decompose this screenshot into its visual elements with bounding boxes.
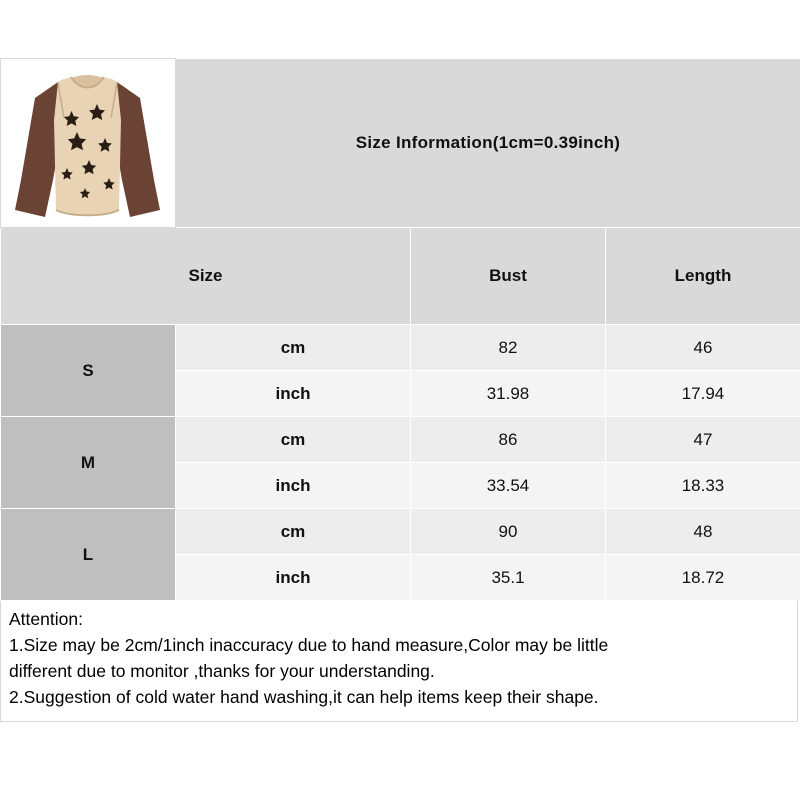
unit-cell: cm <box>176 325 411 371</box>
header-bust: Bust <box>411 228 606 325</box>
length-value: 46 <box>606 325 800 371</box>
banner-row <box>1 59 800 228</box>
bust-value: 82 <box>411 325 606 371</box>
attention-block <box>0 601 798 722</box>
unit-cell: inch <box>176 463 411 509</box>
garment-illustration <box>1 60 174 226</box>
product-image-cell <box>1 59 176 228</box>
length-value: 18.33 <box>606 463 800 509</box>
bust-value: 90 <box>411 509 606 555</box>
unit-cell: inch <box>176 371 411 417</box>
table-row <box>1 509 800 555</box>
attention-line-2: different due to monitor ,thanks for your understanding. <box>9 660 435 681</box>
size-label-m: M <box>1 417 176 509</box>
attention-line-3: 2.Suggestion of cold water hand washing,it can help items keep their shape. <box>9 686 599 707</box>
bust-value: 86 <box>411 417 606 463</box>
chart-title: Size Information(1cm=0.39inch) <box>176 59 800 228</box>
header-size: Size <box>1 228 411 325</box>
bust-value: 35.1 <box>411 555 606 601</box>
size-label-s: S <box>1 325 176 417</box>
length-value: 47 <box>606 417 800 463</box>
unit-cell: cm <box>176 417 411 463</box>
unit-cell: cm <box>176 509 411 555</box>
header-length: Length <box>606 228 800 325</box>
header-row <box>1 228 800 325</box>
bust-value: 31.98 <box>411 371 606 417</box>
length-value: 17.94 <box>606 371 800 417</box>
table-row <box>1 417 800 463</box>
unit-cell: inch <box>176 555 411 601</box>
size-chart-sheet <box>0 58 800 722</box>
size-information-table <box>0 58 800 601</box>
attention-heading: Attention: <box>9 609 83 629</box>
bust-value: 33.54 <box>411 463 606 509</box>
length-value: 18.72 <box>606 555 800 601</box>
length-value: 48 <box>606 509 800 555</box>
size-label-l: L <box>1 509 176 601</box>
table-row <box>1 325 800 371</box>
attention-line-1: 1.Size may be 2cm/1inch inaccuracy due to hand measure,Color may be little <box>9 634 609 655</box>
